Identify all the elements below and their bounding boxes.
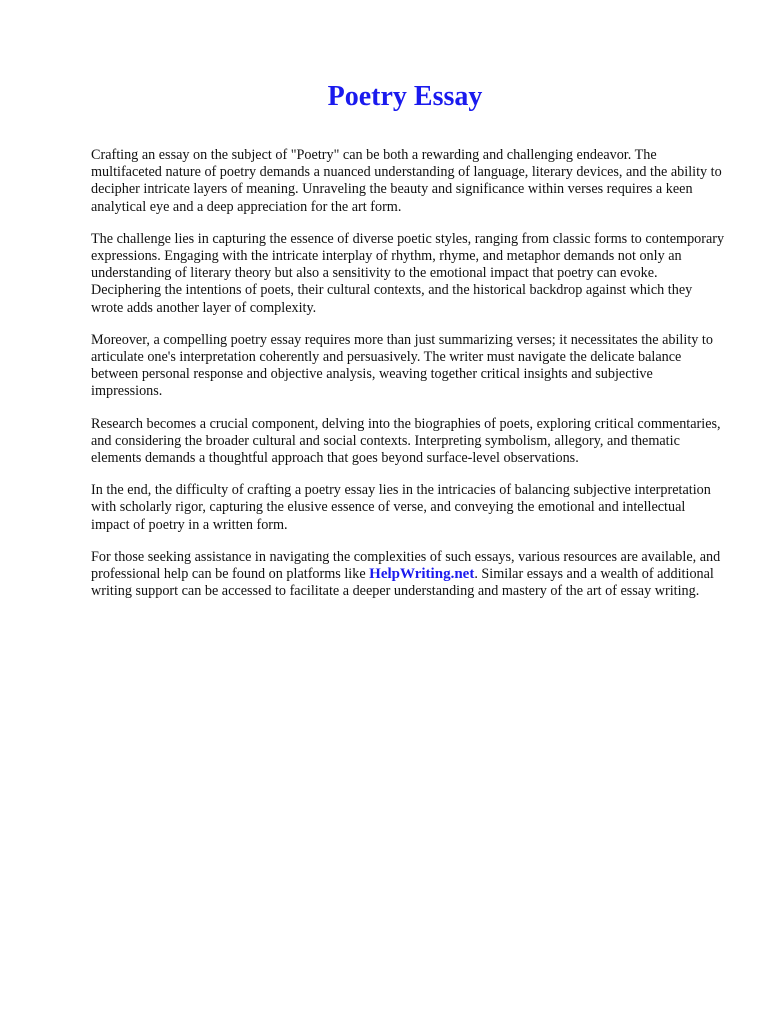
paragraph-6 (91, 549, 727, 601)
paragraph-1: Crafting an essay on the subject of "Poetry" can be both a rewarding and challenging endeavor. The multifaceted nature of poetry demands a nuanced understanding of language, literary devices, and the ability to decipher intricate layers of meaning. Unraveling the beauty and significance within verses requires a keen analytical eye and a deep appreciation for the art form. (91, 147, 722, 215)
paragraph-6-after-link: . Similar essays and a wealth of additional writing support can be accessed to facilitate a deeper understanding and mastery of the art of essay writing. (91, 566, 714, 600)
paragraph-6-before-link: For those seeking assistance in navigating the complexities of such essays, various resources are available, and professional help can be found on platforms like (91, 548, 721, 583)
paragraph-4: Research becomes a crucial component, delving into the biographies of poets, exploring critical commentaries, and considering the broader cultural and social contexts. Interpreting symbolism, allegory, and thematic elements demands a thoughtful approach that goes beyond surface-level observations. (91, 415, 721, 467)
paragraph-3: Moreover, a compelling poetry essay requires more than just summarizing verses; it necessitates the ability to articulate one's interpretation coherently and persuasively. The writer must navigate the delicate balance between personal response and objective analysis, weaving together critical insights and subjective impressions. (91, 331, 713, 400)
document-title: Poetry Essay (327, 81, 483, 112)
paragraph-2: The challenge lies in capturing the essence of diverse poetic styles, ranging from classic forms to contemporary expressions. Engaging with the intricate interplay of rhythm, rhyme, and metaphor demands not only an understanding of literary theory but also a sensitivity to the emotional impact that poetry can evoke. Deciphering the intentions of poets, their cultural contexts, and the historical backdrop against which they wrote adds another layer of complexity. (91, 230, 725, 316)
paragraph-5: In the end, the difficulty of crafting a poetry essay lies in the intricacies of balancing subjective interpretation with scholarly rigor, capturing the elusive essence of verse, and conveying the emotional and intellectual impact of poetry in a written form. (91, 482, 711, 533)
helpwriting-link[interactable]: HelpWriting.net (369, 566, 475, 583)
document-body (91, 147, 727, 615)
